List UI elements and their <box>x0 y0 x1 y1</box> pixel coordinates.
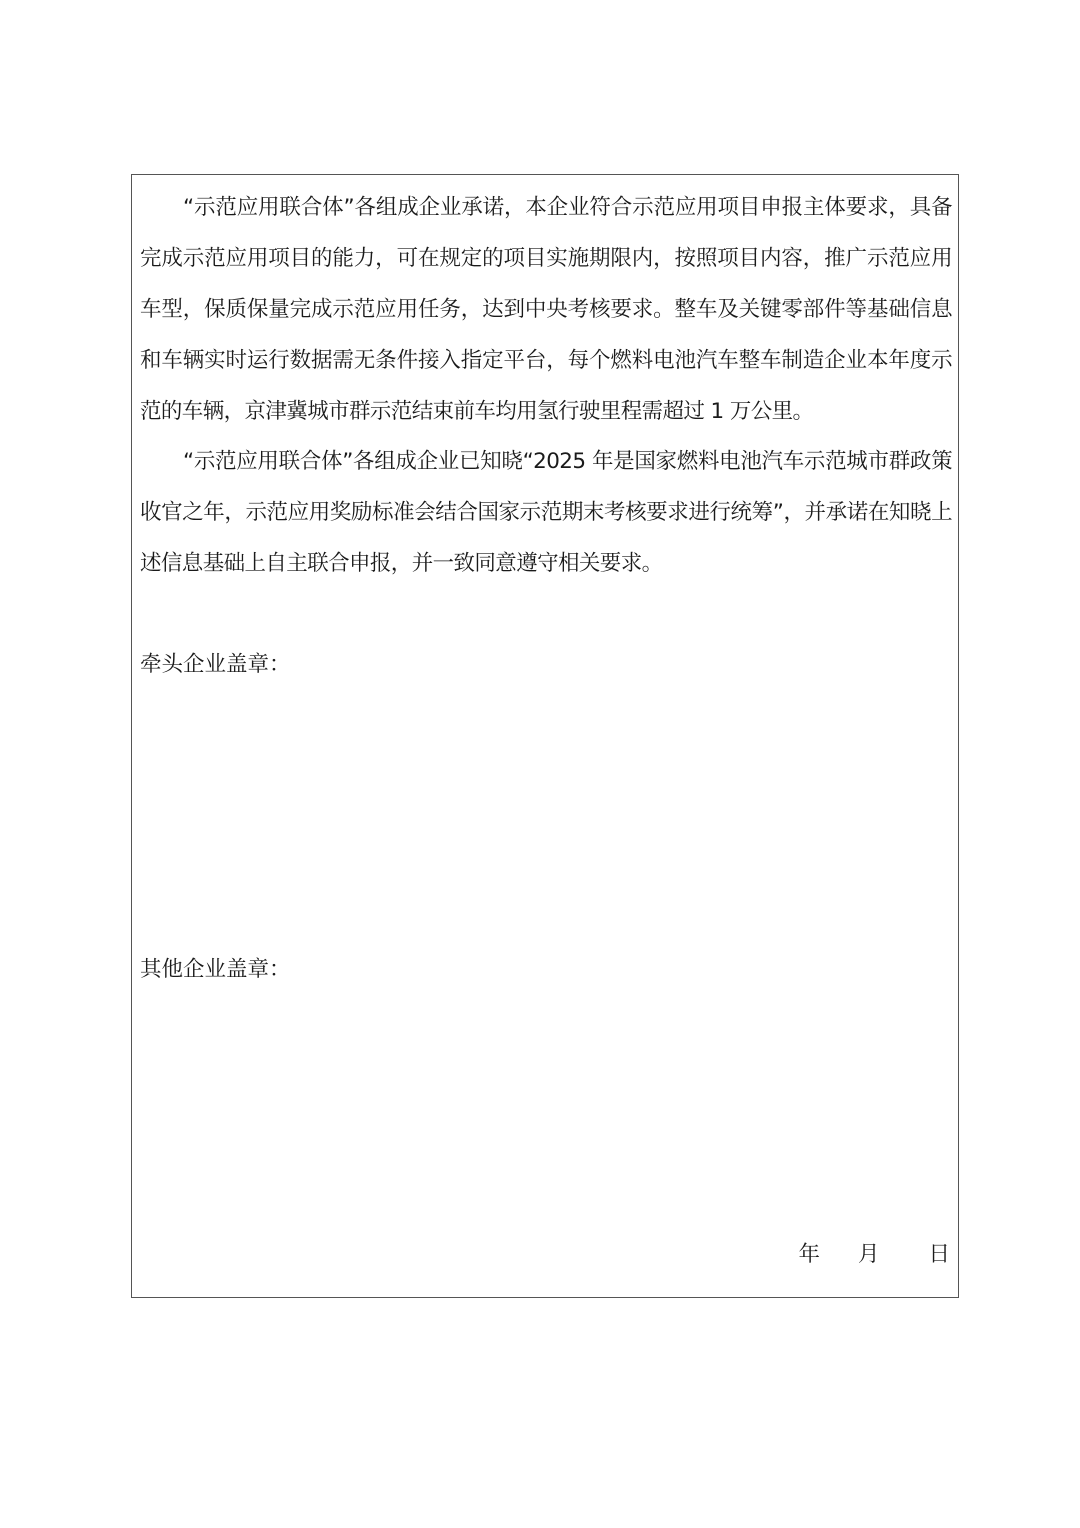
other-enterprise-seal-label: 其他企业盖章： <box>140 957 291 982</box>
date-day-label: 日 <box>928 1242 950 1267</box>
date-month-label: 月 <box>857 1242 880 1267</box>
commitment-paragraph-1: “示范应用联合体”各组成企业承诺，本企业符合示范应用项目申报主体要求，具备完成示范应用项目的能力，可在规定的项目实施期限内，按照项目内容，推广示范应用车型，保质保量完成示范应用任务，达到中央考核要求。整车及关键零部件等基础信息和车辆实时运行数据需无条件接入指定平台，每个燃料电池汽车整车制造企业本年度示范的车辆，京津冀城市群示范结束前车均用氢行驶里程需超过 1 万公里。 <box>140 195 952 424</box>
date-year-label: 年 <box>798 1242 820 1267</box>
lead-enterprise-seal-label: 牵头企业盖章： <box>140 652 291 677</box>
date-line <box>798 1240 950 1270</box>
commitment-paragraph-2: “示范应用联合体”各组成企业已知晓“2025 年是国家燃料电池汽车示范城市群政策收官之年，示范应用奖励标准会结合国家示范期末考核要求进行统筹”，并承诺在知晓上述信息基础上自主联合申报，并一致同意遵守相关要求。 <box>140 449 952 576</box>
